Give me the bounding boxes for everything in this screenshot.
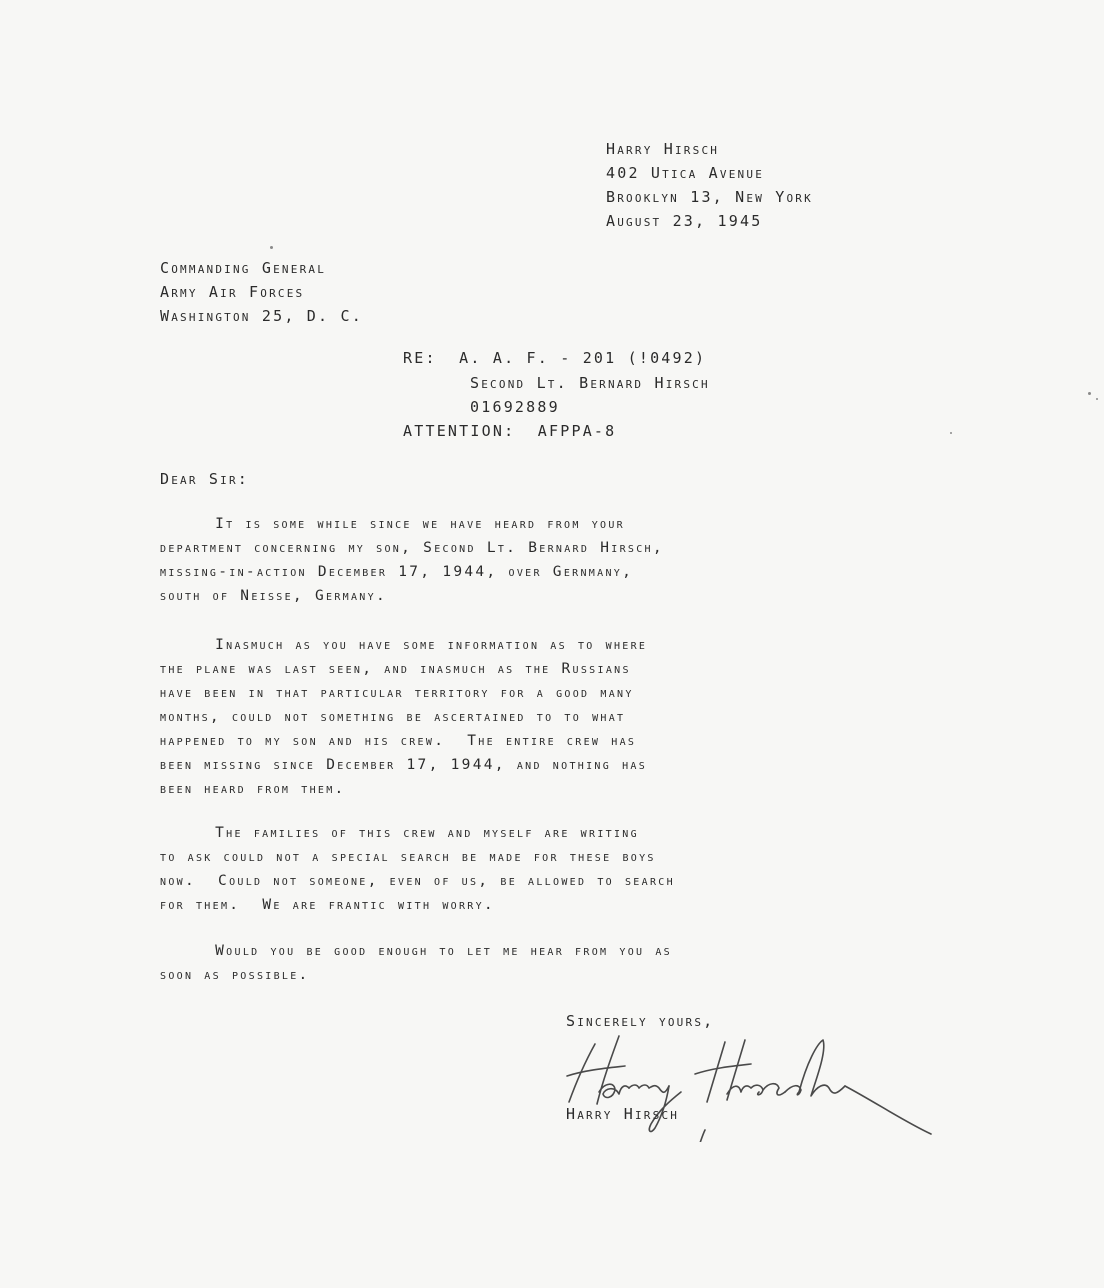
paragraph-3-line-4: for them. We are frantic with worry. xyxy=(160,897,495,913)
paper-speck xyxy=(270,246,273,249)
paragraph-1-line-3: missing-in-action December 17, 1944, over Gernmany, xyxy=(160,564,634,580)
sender-name: Harry Hirsch xyxy=(606,140,720,158)
reference-serial-line: 01692889 xyxy=(470,398,560,416)
recipient-line-3: Washington 25, D. C. xyxy=(160,307,363,325)
paragraph-2-line-6: been missing since December 17, 1944, and nothing has xyxy=(160,757,648,773)
sender-city: Brooklyn 13, New York xyxy=(606,188,813,206)
paragraph-4-line-2: soon as possible. xyxy=(160,967,310,983)
typed-name: Harry Hirsch xyxy=(566,1105,680,1123)
paragraph-1-line-1: It is some while since we have heard from your xyxy=(160,516,625,532)
paragraph-1-line-4: south of Neisse, Germany. xyxy=(160,588,387,604)
paper-speck xyxy=(1088,392,1091,395)
paragraph-2-line-7: been heard from them. xyxy=(160,781,346,797)
valediction: Sincerely yours, xyxy=(566,1012,715,1030)
paragraph-1-line-2: department concerning my son, Second Lt. Bernard Hirsch, xyxy=(160,540,664,556)
recipient-line-2: Army Air Forces xyxy=(160,283,305,301)
paper-speck xyxy=(950,432,952,434)
recipient-line-1: Commanding General xyxy=(160,259,327,277)
letter-date: August 23, 1945 xyxy=(606,212,763,230)
paragraph-2-line-1: Inasmuch as you have some information as to where xyxy=(160,637,648,653)
reference-name-line: Second Lt. Bernard Hirsch xyxy=(470,374,710,392)
paragraph-2-line-4: months, could not something be ascertained to to what xyxy=(160,709,626,725)
reference-attention-line: ATTENTION: AFPPA-8 xyxy=(403,422,617,440)
paragraph-4-line-1: Would you be good enough to let me hear from you as xyxy=(160,943,673,959)
paragraph-2-line-5: happened to my son and his crew. The entire crew has xyxy=(160,733,637,749)
paragraph-2-line-3: have been in that particular territory for a good many xyxy=(160,685,634,701)
salutation: Dear Sir: xyxy=(160,470,250,488)
paragraph-3-line-1: The families of this crew and myself are writing xyxy=(160,825,639,841)
paragraph-3-line-2: to ask could not a special search be made for these boys xyxy=(160,849,656,865)
reference-re-line: RE: A. A. F. - 201 (!0492) xyxy=(403,349,707,367)
paragraph-2-line-2: the plane was last seen, and inasmuch as the Russians xyxy=(160,661,631,677)
paper-speck xyxy=(1096,398,1098,400)
sender-street: 402 Utica Avenue xyxy=(606,164,765,182)
paragraph-3-line-3: now. Could not someone, even of us, be allowed to search xyxy=(160,873,675,889)
